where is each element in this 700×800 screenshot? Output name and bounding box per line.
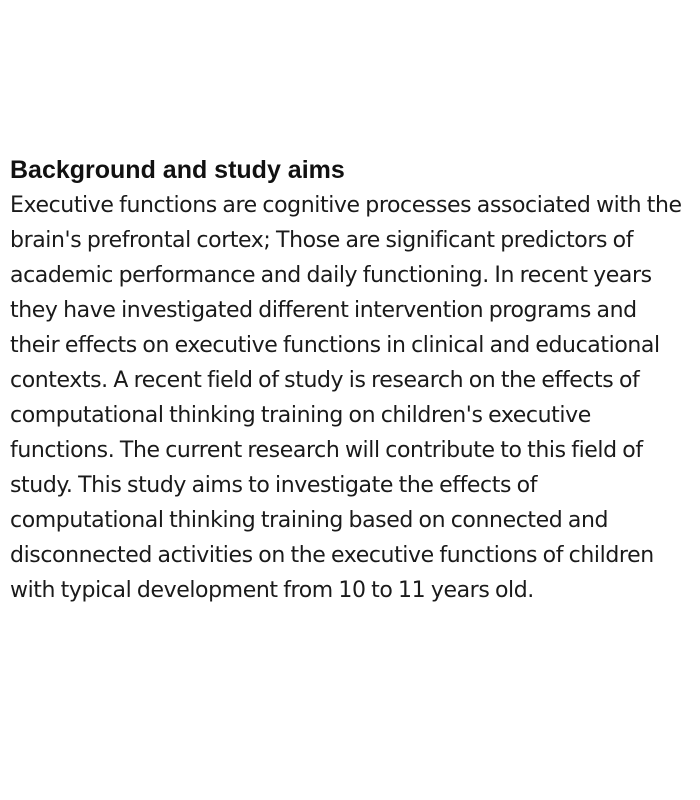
section-body-paragraph: Executive functions are cognitive processes associated with the brain's prefrontal cortex; Those are significant predictors of academic performance and daily functioning. In recent years they have investigated different intervention programs and their effects on executive functions in clinical and educational contexts. A recent field of study is research on the effects of computational thinking training on children's executive functions. The current research will contribute to this field of study. This study aims to investigate the effects of computational thinking training based on connected and disconnected activities on the executive functions of children with typical development from 10 to 11 years old. bbox=[10, 193, 682, 603]
abstract-section bbox=[10, 152, 690, 608]
section-heading: Background and study aims bbox=[10, 156, 345, 184]
